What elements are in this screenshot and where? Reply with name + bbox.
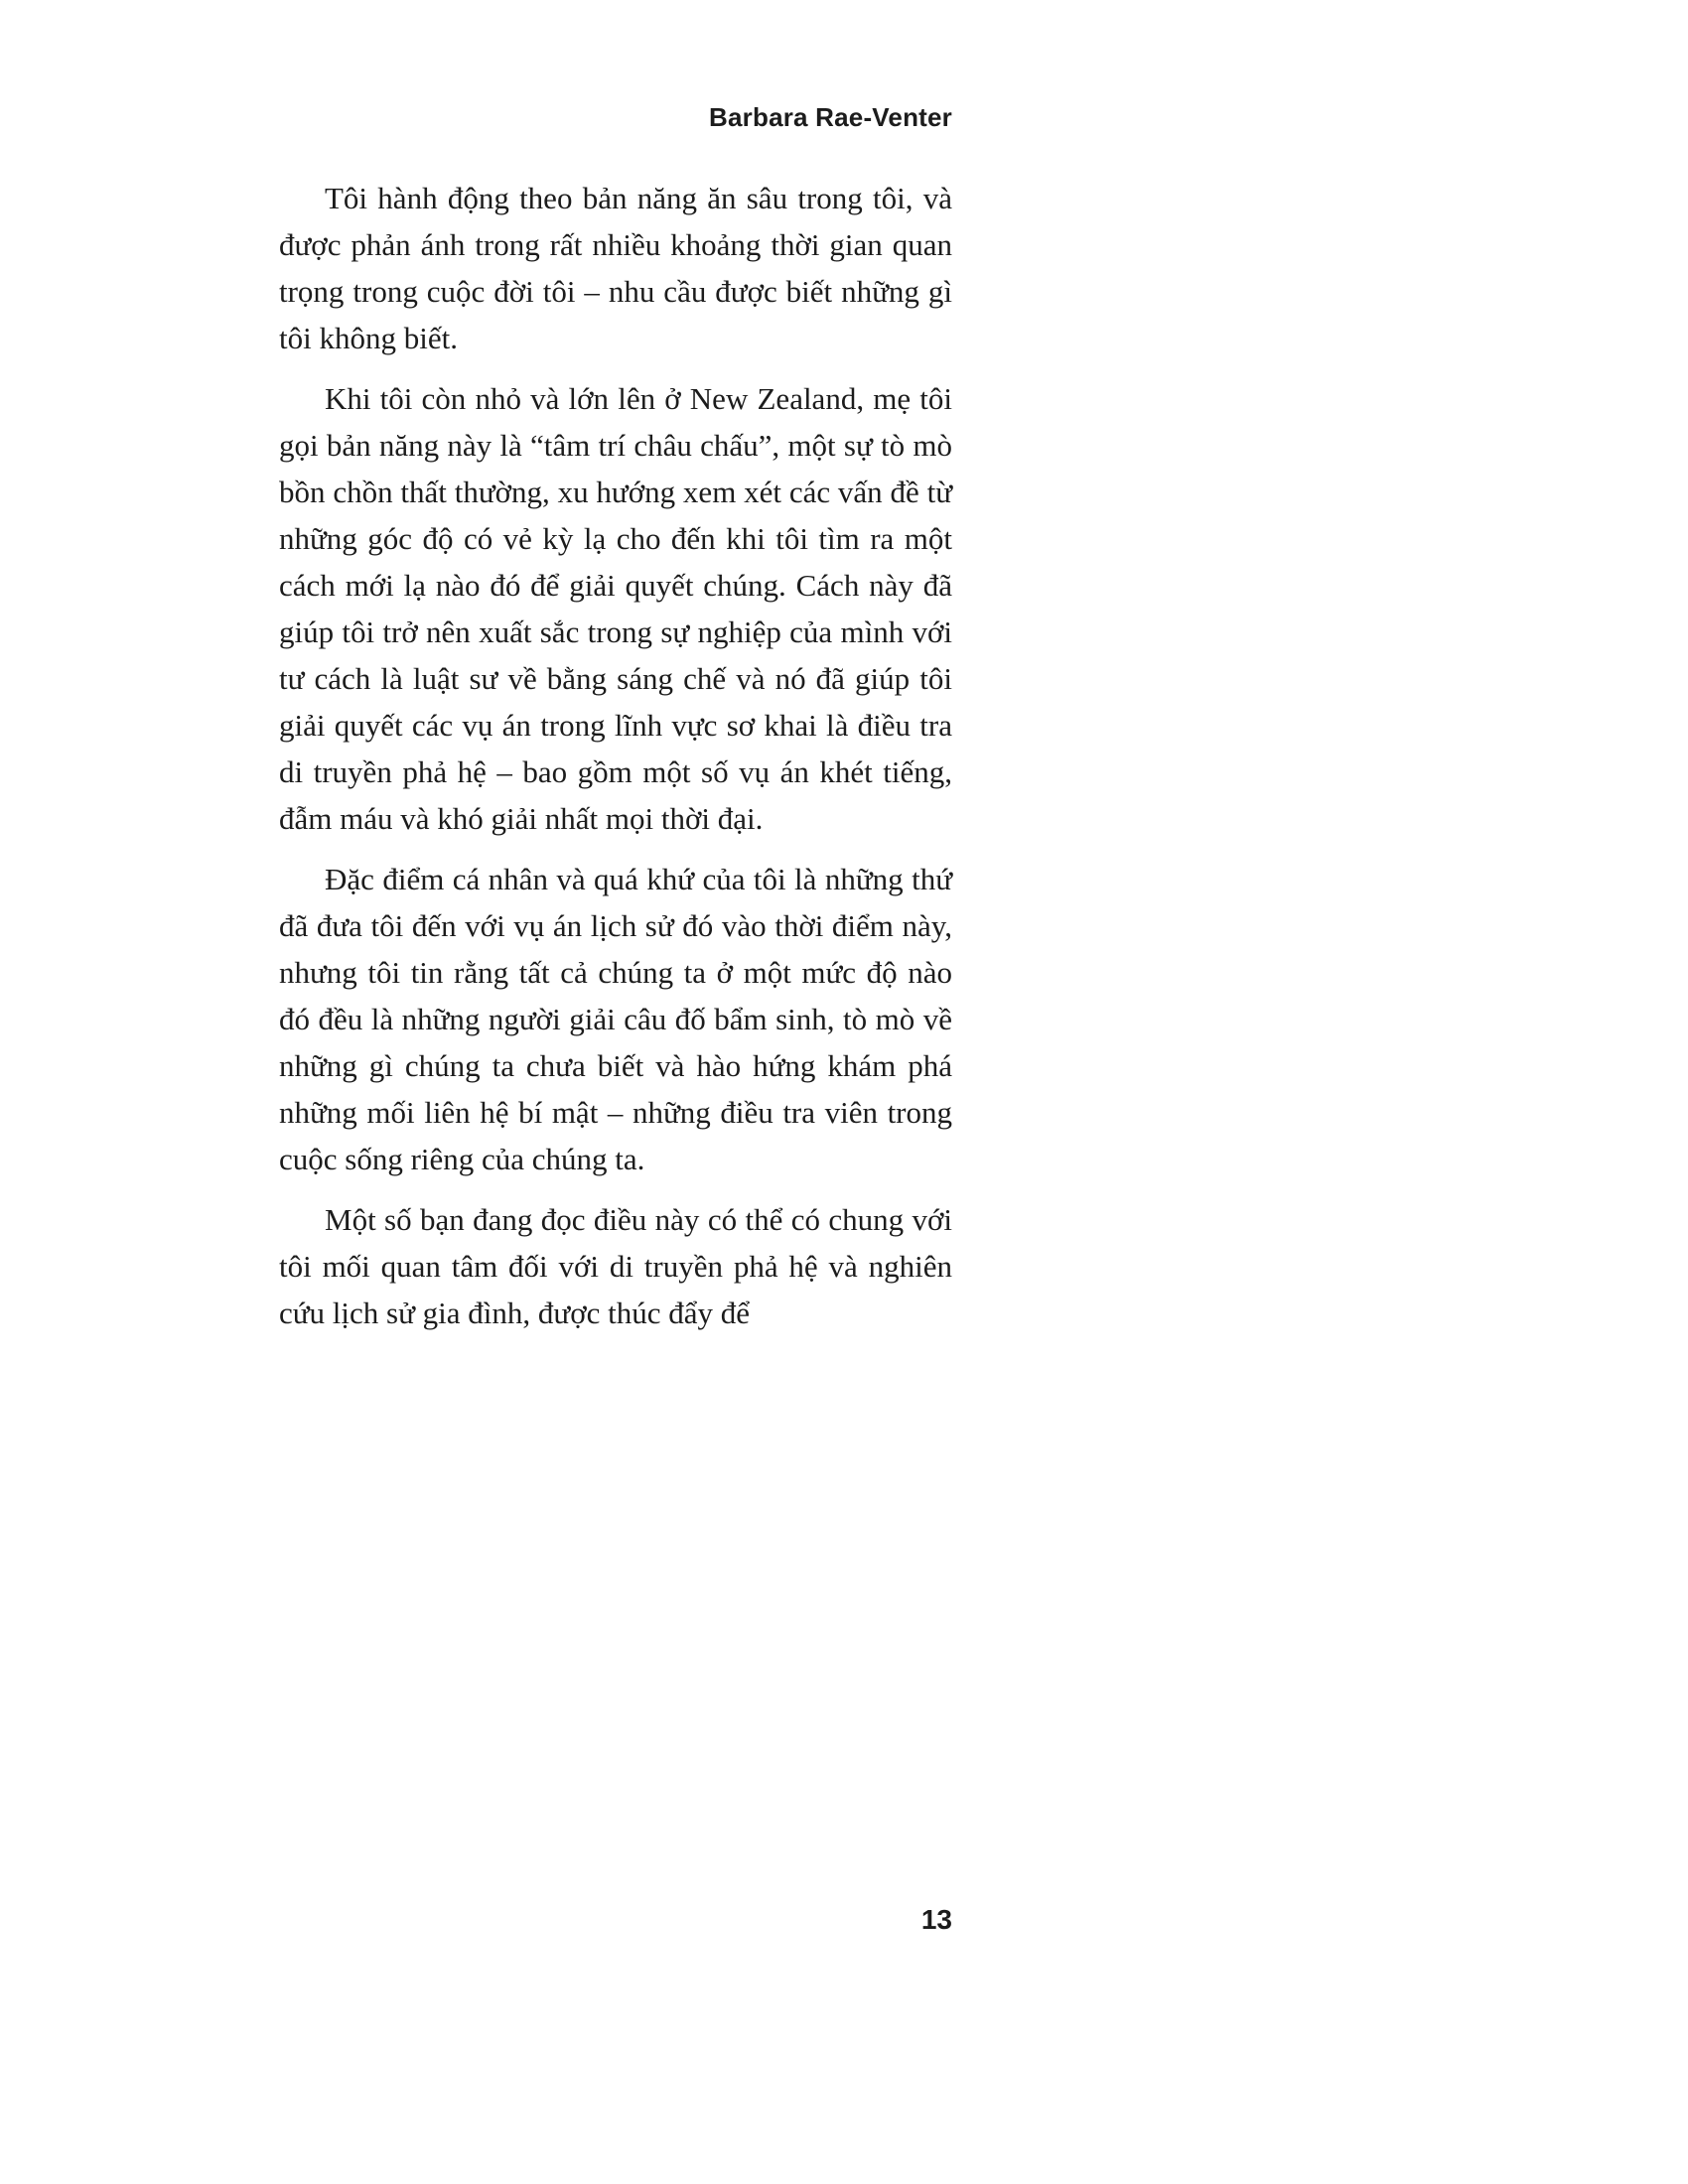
running-header-author: Barbara Rae-Venter xyxy=(709,102,952,132)
page-body-text xyxy=(279,175,952,1350)
paragraph: Đặc điểm cá nhân và quá khứ của tôi là những thứ đã đưa tôi đến với vụ án lịch sử đó vào thời điểm này, nhưng tôi tin rằng tất cả chúng ta ở một mức độ nào đó đều là những người giải câu đố bẩm sinh, tò mò về những gì chúng ta chưa biết và hào hứng khám phá những mối liên hệ bí mật – những điều tra viên trong cuộc sống riêng của chúng ta. xyxy=(279,862,952,1176)
paragraph: Một số bạn đang đọc điều này có thể có chung với tôi mối quan tâm đối với di truyền phả hệ và nghiên cứu lịch sử gia đình, được thúc đẩy để xyxy=(279,1202,952,1330)
paragraph: Khi tôi còn nhỏ và lớn lên ở New Zealand, mẹ tôi gọi bản năng này là “tâm trí châu chấu”, một sự tò mò bồn chồn thất thường, xu hướng xem xét các vấn đề từ những góc độ có vẻ kỳ lạ cho đến khi tôi tìm ra một cách mới lạ nào đó để giải quyết chúng. Cách này đã giúp tôi trở nên xuất sắc trong sự nghiệp của mình với tư cách là luật sư về bằng sáng chế và nó đã giúp tôi giải quyết các vụ án trong lĩnh vực sơ khai là điều tra di truyền phả hệ – bao gồm một số vụ án khét tiếng, đẫm máu và khó giải nhất mọi thời đại. xyxy=(279,381,952,836)
paragraph: Tôi hành động theo bản năng ăn sâu trong tôi, và được phản ánh trong rất nhiều khoảng thời gian quan trọng trong cuộc đời tôi – nhu cầu được biết những gì tôi không biết. xyxy=(279,181,952,355)
page-number: 13 xyxy=(920,1904,952,1935)
